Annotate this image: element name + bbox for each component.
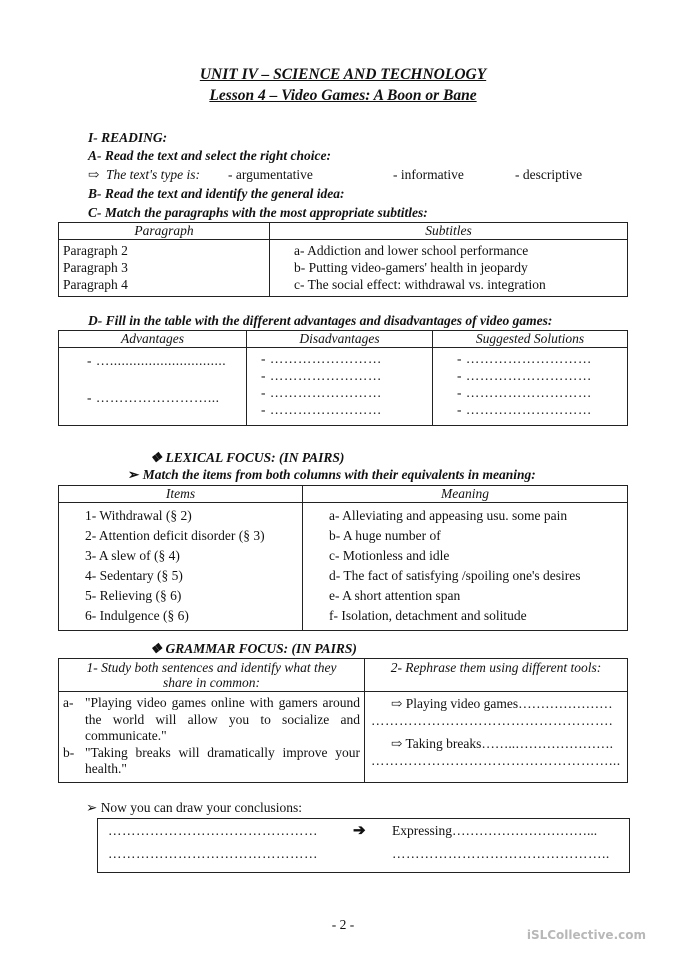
disadvantage-blank[interactable]: - …………………… (261, 368, 382, 383)
rephrase-b-blank[interactable]: ……………………………………………... (371, 753, 621, 768)
option-informative: - informative (393, 167, 464, 182)
lexical-item: 2- Attention deficit disorder (§ 3) (85, 528, 265, 543)
instruction-a: A- Read the text and select the right choice: (88, 148, 331, 163)
advantage-blank[interactable]: - ……………………... (87, 390, 220, 405)
lexical-item: 1- Withdrawal (§ 2) (85, 508, 192, 523)
rephrase-a-row (371, 695, 623, 712)
text-type-row (88, 167, 628, 185)
solution-blank[interactable]: - ……………………… (457, 385, 592, 400)
lexical-meaning: f- Isolation, detachment and solitude (329, 608, 527, 623)
rephrase-b-row (371, 735, 623, 752)
paragraph-item: Paragraph 4 (63, 277, 128, 292)
arrowhead-bullet-icon: ➢ (128, 467, 140, 482)
advantages-table (58, 330, 628, 426)
solution-blank[interactable]: - ……………………… (457, 368, 592, 383)
advantage-blank[interactable]: - ….............................. (87, 353, 227, 368)
lexical-heading: LEXICAL FOCUS: (IN PAIRS) (165, 450, 345, 465)
subtitles-cell (270, 240, 628, 297)
grammar-table (58, 658, 628, 783)
lexical-meaning: a- Alleviating and appeasing usu. some pain (329, 508, 568, 523)
diamond-bullet-icon: ❖ (150, 450, 163, 465)
lexical-meaning: b- A huge number of (329, 528, 441, 543)
advantages-cell (59, 348, 247, 426)
paragraph-cell (59, 240, 270, 297)
lexical-item: 3- A slew of (§ 4) (85, 548, 180, 563)
text-type-label: The text's type is: (106, 167, 200, 182)
disadvantages-header: Disadvantages (247, 331, 433, 348)
rephrase-cell (365, 692, 628, 783)
disadvantages-cell (247, 348, 433, 426)
sentence-b-label: b- (63, 744, 75, 760)
lexical-table (58, 485, 628, 631)
arrow-right-icon: ⇨ (391, 736, 406, 751)
lexical-item: 4- Sedentary (§ 5) (85, 568, 183, 583)
grammar-heading: GRAMMAR FOCUS: (IN PAIRS) (165, 641, 357, 656)
option-argumentative: - argumentative (228, 167, 313, 182)
items-header: Items (59, 486, 303, 503)
conclusion-box (97, 818, 630, 873)
instruction-b: B- Read the text and identify the general idea: (88, 186, 345, 201)
lexical-item: 6- Indulgence (§ 6) (85, 608, 189, 623)
lexical-instruction-row (128, 467, 536, 483)
sentence-a: "Playing video games online with gamers around the world will allow you to socialize and communicate." (85, 695, 360, 743)
expressing-blank[interactable]: Expressing…………………………... (392, 823, 598, 838)
sentences-cell (59, 692, 365, 783)
grammar-col1-header: 1- Study both sentences and identify what they share in common: (59, 659, 365, 692)
grammar-col2-header: 2- Rephrase them using different tools: (365, 659, 628, 692)
sentence-b: "Taking breaks will dramatically improve your health." (85, 744, 360, 776)
page-number: - 2 - (331, 917, 355, 932)
option-descriptive: - descriptive (515, 167, 583, 182)
paragraph-item: Paragraph 3 (63, 260, 128, 275)
paragraph-header: Paragraph (59, 223, 270, 240)
sentence-a-label: a- (63, 695, 74, 710)
solution-blank[interactable]: - ……………………… (457, 402, 592, 417)
rephrase-a-blank[interactable]: ……………………………………………. (371, 713, 613, 728)
grammar-heading-row (150, 641, 357, 657)
subtitle-item: b- Putting video-gamers' health in jeopardy (294, 260, 528, 275)
conclusion-left-blank-1[interactable]: ……………………………………… (108, 823, 318, 838)
diamond-bullet-icon: ❖ (150, 641, 163, 656)
reading-heading: I- READING: (88, 130, 168, 145)
lexical-heading-row (150, 450, 344, 466)
paragraph-item: Paragraph 2 (63, 243, 128, 258)
sentence-b-row (63, 745, 360, 778)
watermark-logo: iSLCollective.com (526, 928, 646, 942)
subtitle-item: c- The social effect: withdrawal vs. integration (294, 277, 546, 292)
disadvantage-blank[interactable]: - …………………… (261, 351, 382, 366)
meanings-cell (303, 503, 628, 631)
arrow-right-icon: ⇨ (391, 696, 406, 711)
disadvantage-blank[interactable]: - …………………… (261, 402, 382, 417)
lexical-meaning: e- A short attention span (329, 588, 461, 603)
arrow-right-bold-icon: ➔ (353, 823, 366, 839)
conclusion-left-blank-2[interactable]: ……………………………………… (108, 846, 318, 861)
arrowhead-bullet-icon: ➢ (86, 800, 98, 815)
conclusion-instruction-row (86, 800, 302, 816)
conclusion-right-blank-2[interactable]: ……………………………………….. (392, 846, 610, 861)
rephrase-a-prompt[interactable]: Playing video games………………… (405, 696, 613, 711)
solutions-cell (433, 348, 628, 426)
lexical-instruction: Match the items from both columns with their equivalents in meaning: (142, 467, 536, 482)
solutions-header: Suggested Solutions (433, 331, 628, 348)
lexical-item: 5- Relieving (§ 6) (85, 588, 182, 603)
arrow-right-icon: ⇨ (88, 167, 100, 182)
meaning-header: Meaning (303, 486, 628, 503)
conclusion-instruction: Now you can draw your conclusions: (100, 800, 303, 815)
lesson-title: Lesson 4 – Video Games: A Boon or Bane (209, 87, 477, 104)
sentence-a-row (63, 695, 360, 745)
subtitle-item: a- Addiction and lower school performance (294, 243, 529, 258)
lexical-meaning: c- Motionless and idle (329, 548, 450, 563)
lexical-meaning: d- The fact of satisfying /spoiling one's desires (329, 568, 581, 583)
solution-blank[interactable]: - ……………………… (457, 351, 592, 366)
items-cell (59, 503, 303, 631)
advantages-header: Advantages (59, 331, 247, 348)
unit-title: UNIT IV – SCIENCE AND TECHNOLOGY (199, 66, 487, 83)
subtitles-header: Subtitles (270, 223, 628, 240)
instruction-c: C- Match the paragraphs with the most appropriate subtitles: (88, 205, 428, 220)
disadvantage-blank[interactable]: - …………………… (261, 385, 382, 400)
paragraph-match-table (58, 222, 628, 297)
instruction-d: D- Fill in the table with the different advantages and disadvantages of video games: (88, 313, 553, 328)
rephrase-b-prompt[interactable]: Taking breaks……..…………………. (405, 736, 613, 751)
